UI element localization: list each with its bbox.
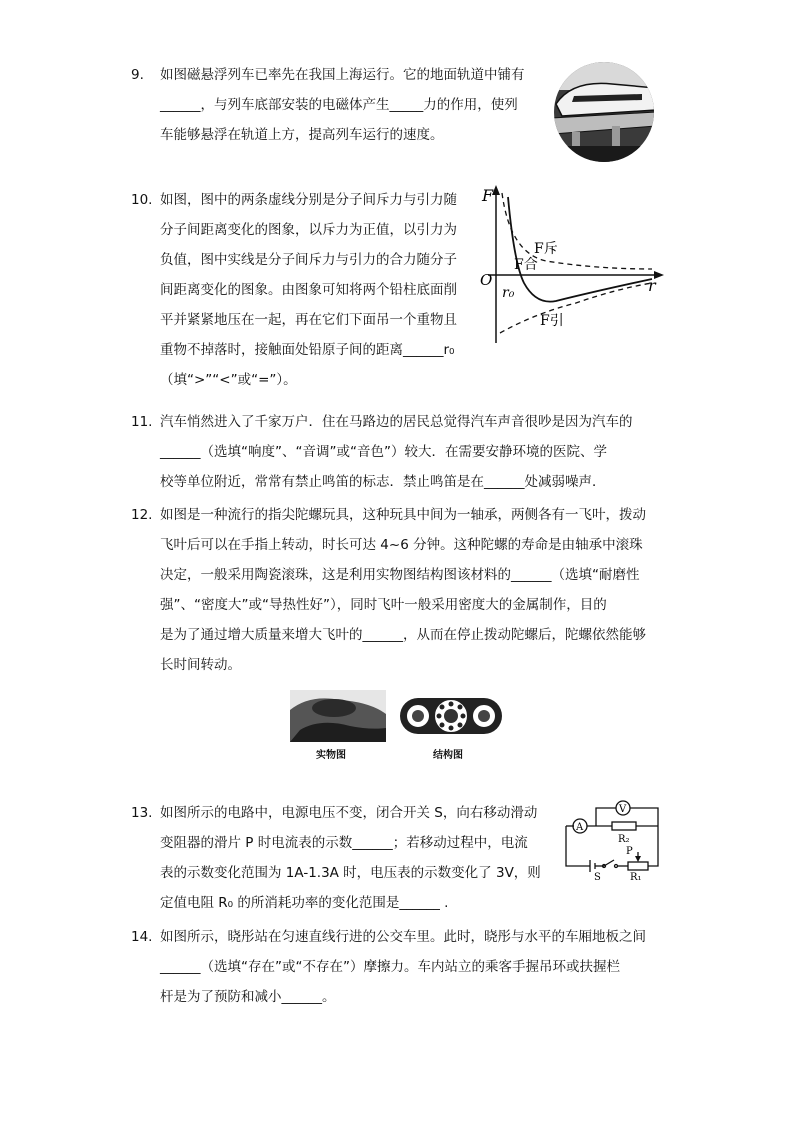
question-line: 变阻器的滑片 P 时电流表的示数______；若移动过程中，电流 [160, 835, 528, 851]
question-line: ______，与列车底部安装的电磁体产生_____力的作用，使列 [160, 97, 518, 113]
question-line: 如图所示，晓彤站在匀速直线行进的公交车里。此时，晓彤与水平的车厢地板之间 [160, 929, 646, 945]
ammeter-label: A [576, 822, 584, 833]
switch-label: S [594, 872, 601, 882]
question-line: （填“>”“<”或“=”）。 [160, 372, 297, 388]
question-number: 14. [131, 929, 153, 945]
question-line: 分子间距离变化的图象，以斥力为正值，以引力为 [160, 222, 457, 238]
figure-caption: 结构图 [433, 750, 463, 761]
molecular-force-graph [476, 183, 666, 353]
question-line: ______（选填“存在”或“不存在”）摩擦力。车内站立的乘客手握吊环或扶握栏 [160, 959, 620, 975]
axis-label-r: r [648, 276, 656, 295]
question-line: 如图所示的电路中，电源电压不变，闭合开关 S，向右移动滑动 [160, 805, 538, 821]
question-line: 强”、“密度大”或“导热性好”），同时飞叶一般采用密度大的金属制作，目的 [160, 597, 607, 613]
question-line: 表的示数变化范围为 1A-1.3A 时，电压表的示数变化了 3V，则 [160, 865, 541, 881]
question-line: 车能够悬浮在轨道上方，提高列车运行的速度。 [160, 127, 444, 143]
question-line: 长时间转动。 [160, 657, 241, 673]
spinner-structure-diagram [396, 692, 506, 740]
question-line: 如图是一种流行的指尖陀螺玩具，这种玩具中间为一轴承，两侧各有一飞叶，拨动 [160, 507, 646, 523]
question-number: 13. [131, 805, 153, 821]
maglev-train-photo [552, 60, 656, 164]
figure-caption: 实物图 [316, 750, 346, 761]
question-number: 12. [131, 507, 153, 523]
axis-label-f: F [482, 186, 494, 205]
question-line: ______（选填“响度”、“音调”或“音色”）较大．在需要安静环境的医院、学 [160, 444, 607, 460]
question-number: 9. [131, 67, 144, 83]
voltmeter-label: V [619, 804, 627, 815]
question-number: 11. [131, 414, 153, 430]
r2-label: R₂ [618, 834, 630, 845]
question-line: 负值，图中实线是分子间斥力与引力的合力随分子 [160, 252, 457, 268]
question-line: 汽车悄然进入了千家万户．住在马路边的居民总觉得汽车声音很吵是因为汽车的 [160, 414, 633, 430]
attraction-label: F引 [540, 313, 564, 329]
origin-label: O [480, 271, 493, 289]
spinner-photo [290, 690, 386, 742]
r1-label: R₁ [630, 872, 642, 882]
question-line: 定值电阻 R₀ 的所消耗功率的变化范围是______ . [160, 895, 449, 911]
question-line: 是为了通过增大质量来增大飞叶的______，从而在停止拨动陀螺后，陀螺依然能够 [160, 627, 646, 643]
repulsion-label: F斥 [534, 241, 558, 257]
question-line: 飞叶后可以在手指上转动，时长可达 4~6 分钟。这种陀螺的寿命是由轴承中滚珠 [160, 537, 643, 553]
question-line: 如图磁悬浮列车已率先在我国上海运行。它的地面轨道中铺有 [160, 67, 525, 83]
question-line: 间距离变化的图象。由图象可知将两个铅柱底面削 [160, 282, 457, 298]
question-number: 10. [131, 192, 153, 208]
question-line: 校等单位附近，常常有禁止鸣笛的标志．禁止鸣笛是在______处减弱噪声． [160, 474, 606, 490]
r0-label: r₀ [502, 285, 515, 301]
resultant-label: F合 [514, 257, 538, 273]
slider-label: P [626, 846, 633, 857]
question-line: 平并紧紧地压在一起，再在它们下面吊一个重物且 [160, 312, 457, 328]
question-line: 如图，图中的两条虚线分别是分子间斥力与引力随 [160, 192, 457, 208]
question-line: 杆是为了预防和减小______。 [160, 989, 336, 1005]
question-line: 重物不掉落时，接触面处铅原子间的距离______r₀ [160, 342, 455, 358]
circuit-diagram [560, 796, 664, 882]
question-line: 决定，一般采用陶瓷滚珠，这是利用实物图结构图该材料的______（选填“耐磨性 [160, 567, 640, 583]
